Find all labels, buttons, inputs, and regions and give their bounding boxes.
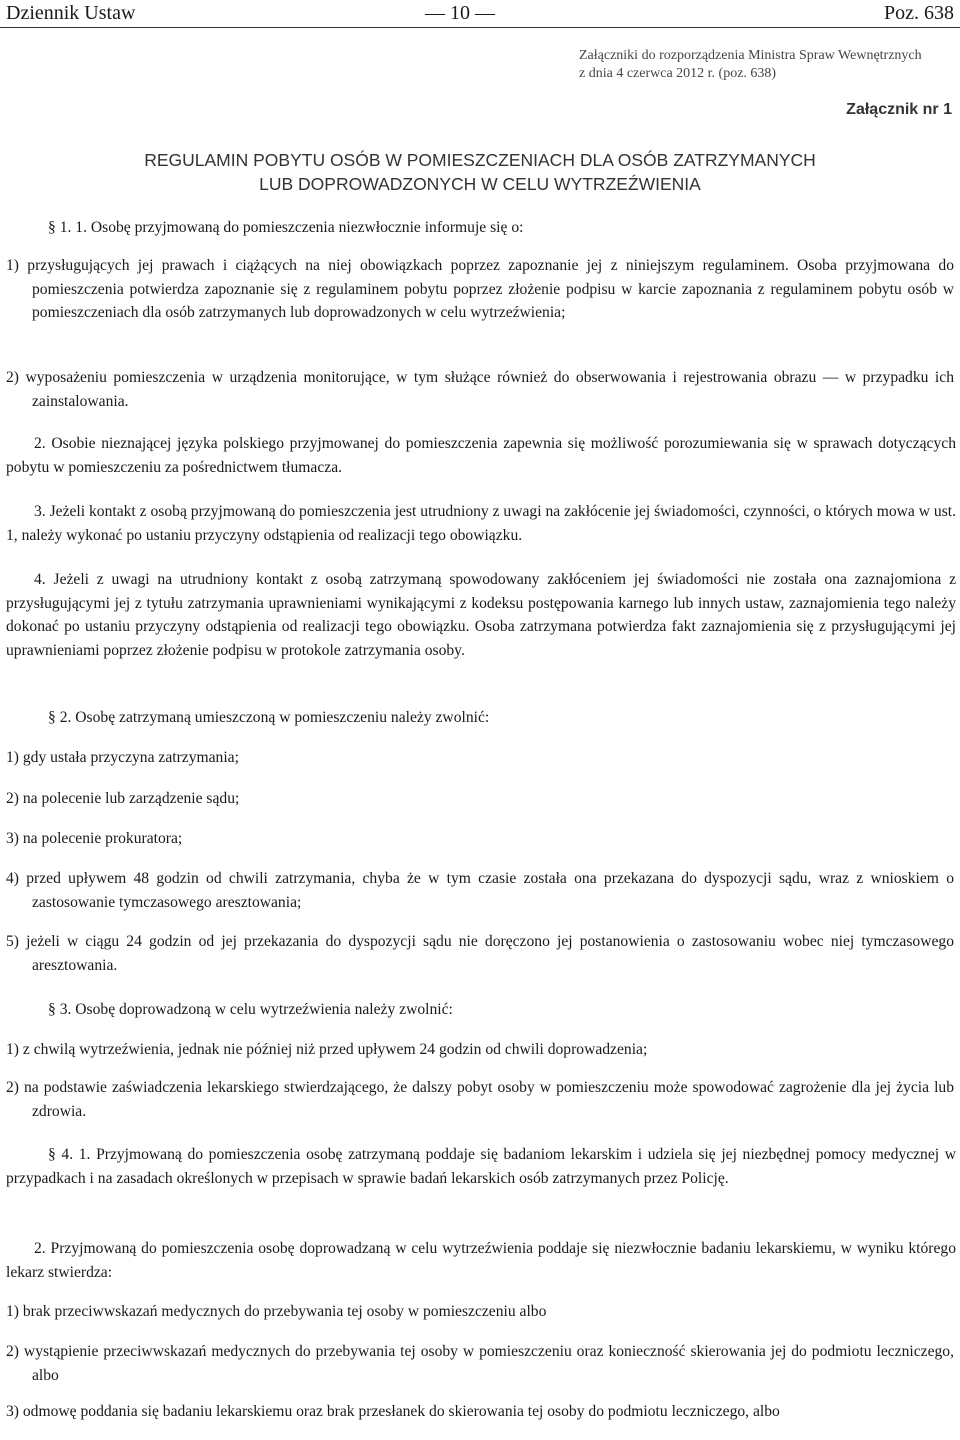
s3-item2: 2) na podstawie zaświadczenia lekarskiego stwierdzającego, że dalszy pobyt osoby w pomieszczeniu może spowodować zagrożenie dla jej życia lub zdrowia. <box>6 1079 954 1120</box>
attachment-note-line2: z dnia 4 czerwca 2012 r. (poz. 638) <box>579 66 777 81</box>
header-divider <box>0 27 960 28</box>
s2-item1: 1) gdy ustała przyczyna zatrzymania; <box>6 749 239 766</box>
s2-intro: § 2. Osobę zatrzymaną umieszczoną w pomieszczeniu należy zwolnić: <box>48 709 490 726</box>
s1-item1: 1) przysługujących jej prawach i ciążących na niej obowiązkach poprzez zapoznanie jej z niniejszym regulaminem. Osoba przyjmowana do pomieszczenia potwierdza zapoznanie się z regulaminem pobytu poprzez złożenie podpisu w karcie zapoznania z regulaminem pobytu osób w pomieszczeniach dla osób zatrzymanych lub doprowadzonych w celu wytrzeźwienia; <box>6 257 954 322</box>
s4-item2: 2) wystąpienie przeciwwskazań medycznych do przebywania tej osoby w pomieszczeniu oraz konieczność skierowania jej do podmiotu leczniczego, albo <box>6 1343 954 1384</box>
s4-paragraph1: § 4. 1. Przyjmowaną do pomieszczenia osobę zatrzymaną poddaje się badaniom lekarskim i udziela się jej niezbędnej pomocy medycznej w przypadkach i na zasadach określonych w przepisach w sprawie badań lekarskich osób zatrzymanych przez Policję. <box>6 1146 956 1187</box>
s4-paragraph2: 2. Przyjmowaną do pomieszczenia osobę doprowadzaną w celu wytrzeźwienia poddaje się niezwłocznie badaniu lekarskiemu, w wyniku którego lekarz stwierdza: <box>6 1240 956 1281</box>
journal-name: Dziennik Ustaw <box>6 2 136 24</box>
attachment-note <box>579 47 922 83</box>
annex-label: Załącznik nr 1 <box>846 101 952 118</box>
s2-item4: 4) przed upływem 48 godzin od chwili zatrzymania, chyba że w tym czasie została ona przekazana do dyspozycji sądu, wraz z wnioskiem o zastosowanie tymczasowego aresztowania; <box>6 870 954 911</box>
s2-item5: 5) jeżeli w ciągu 24 godzin od jej przekazania do dyspozycji sądu nie doręczono jej postanowienia o zastosowaniu wobec niej tymczasowego aresztowania. <box>6 933 954 974</box>
attachment-note-line1: Załączniki do rozporządzenia Ministra Spraw Wewnętrznych <box>579 48 922 63</box>
page-number: — 10 — <box>425 2 495 24</box>
s4-item3: 3) odmowę poddania się badaniu lekarskiemu oraz brak przesłanek do skierowania tej osoby do podmiotu leczniczego, albo <box>6 1403 780 1420</box>
title-line1: REGULAMIN POBYTU OSÓB W POMIESZCZENIACH DLA OSÓB ZATRZYMANYCH <box>144 150 816 170</box>
page-header <box>0 0 960 26</box>
s1-paragraph2: 2. Osobie nieznającej języka polskiego przyjmowanej do pomieszczenia zapewnia się możliwość porozumiewania się w sprawach dotyczących pobytu w pomieszczeniu za pośrednictwem tłumacza. <box>6 435 956 476</box>
s2-item2: 2) na polecenie lub zarządzenie sądu; <box>6 790 240 807</box>
position-number: Poz. 638 <box>884 2 954 24</box>
s2-item3: 3) na polecenie prokuratora; <box>6 830 183 847</box>
s4-item1: 1) brak przeciwwskazań medycznych do przebywania tej osoby w pomieszczeniu albo <box>6 1303 547 1320</box>
title-line2: LUB DOPROWADZONYCH W CELU WYTRZEŹWIENIA <box>259 174 701 194</box>
s1-paragraph3: 3. Jeżeli kontakt z osobą przyjmowaną do pomieszczenia jest utrudniony z uwagi na zakłócenie jej świadomości, czynności, o których mowa w ust. 1, należy wykonać po ustaniu przyczyny odstąpienia od realizacji tego obowiązku. <box>6 503 956 544</box>
s3-item1: 1) z chwilą wytrzeźwienia, jednak nie później niż przed upływem 24 godzin od chwili doprowadzenia; <box>6 1041 648 1058</box>
document-title <box>0 148 960 196</box>
s1-intro: § 1. 1. Osobę przyjmowaną do pomieszczenia niezwłocznie informuje się o: <box>48 219 524 236</box>
s3-intro: § 3. Osobę doprowadzoną w celu wytrzeźwienia należy zwolnić: <box>48 1001 453 1018</box>
s1-paragraph4: 4. Jeżeli z uwagi na utrudniony kontakt z osobą zatrzymaną spowodowany zakłóceniem jej świadomości nie została ona zaznajomiona z przysługującymi jej z tytułu zatrzymania uprawnieniami wynikającymi z kodeksu postępowania karnego lub innych ustaw, zaznajomienia tego należy dokonać po ustaniu przyczyny odstąpienia od realizacji tego obowiązku. Osoba zatrzymana potwierdza fakt zaznajomienia się z przysługującymi jej uprawnieniami poprzez złożenie podpisu w protokole zatrzymania osoby. <box>6 571 956 660</box>
s1-item2: 2) wyposażeniu pomieszczenia w urządzenia monitorujące, w tym służące również do obserwowania i rejestrowania obrazu — w przypadku ich zainstalowania. <box>6 369 954 410</box>
